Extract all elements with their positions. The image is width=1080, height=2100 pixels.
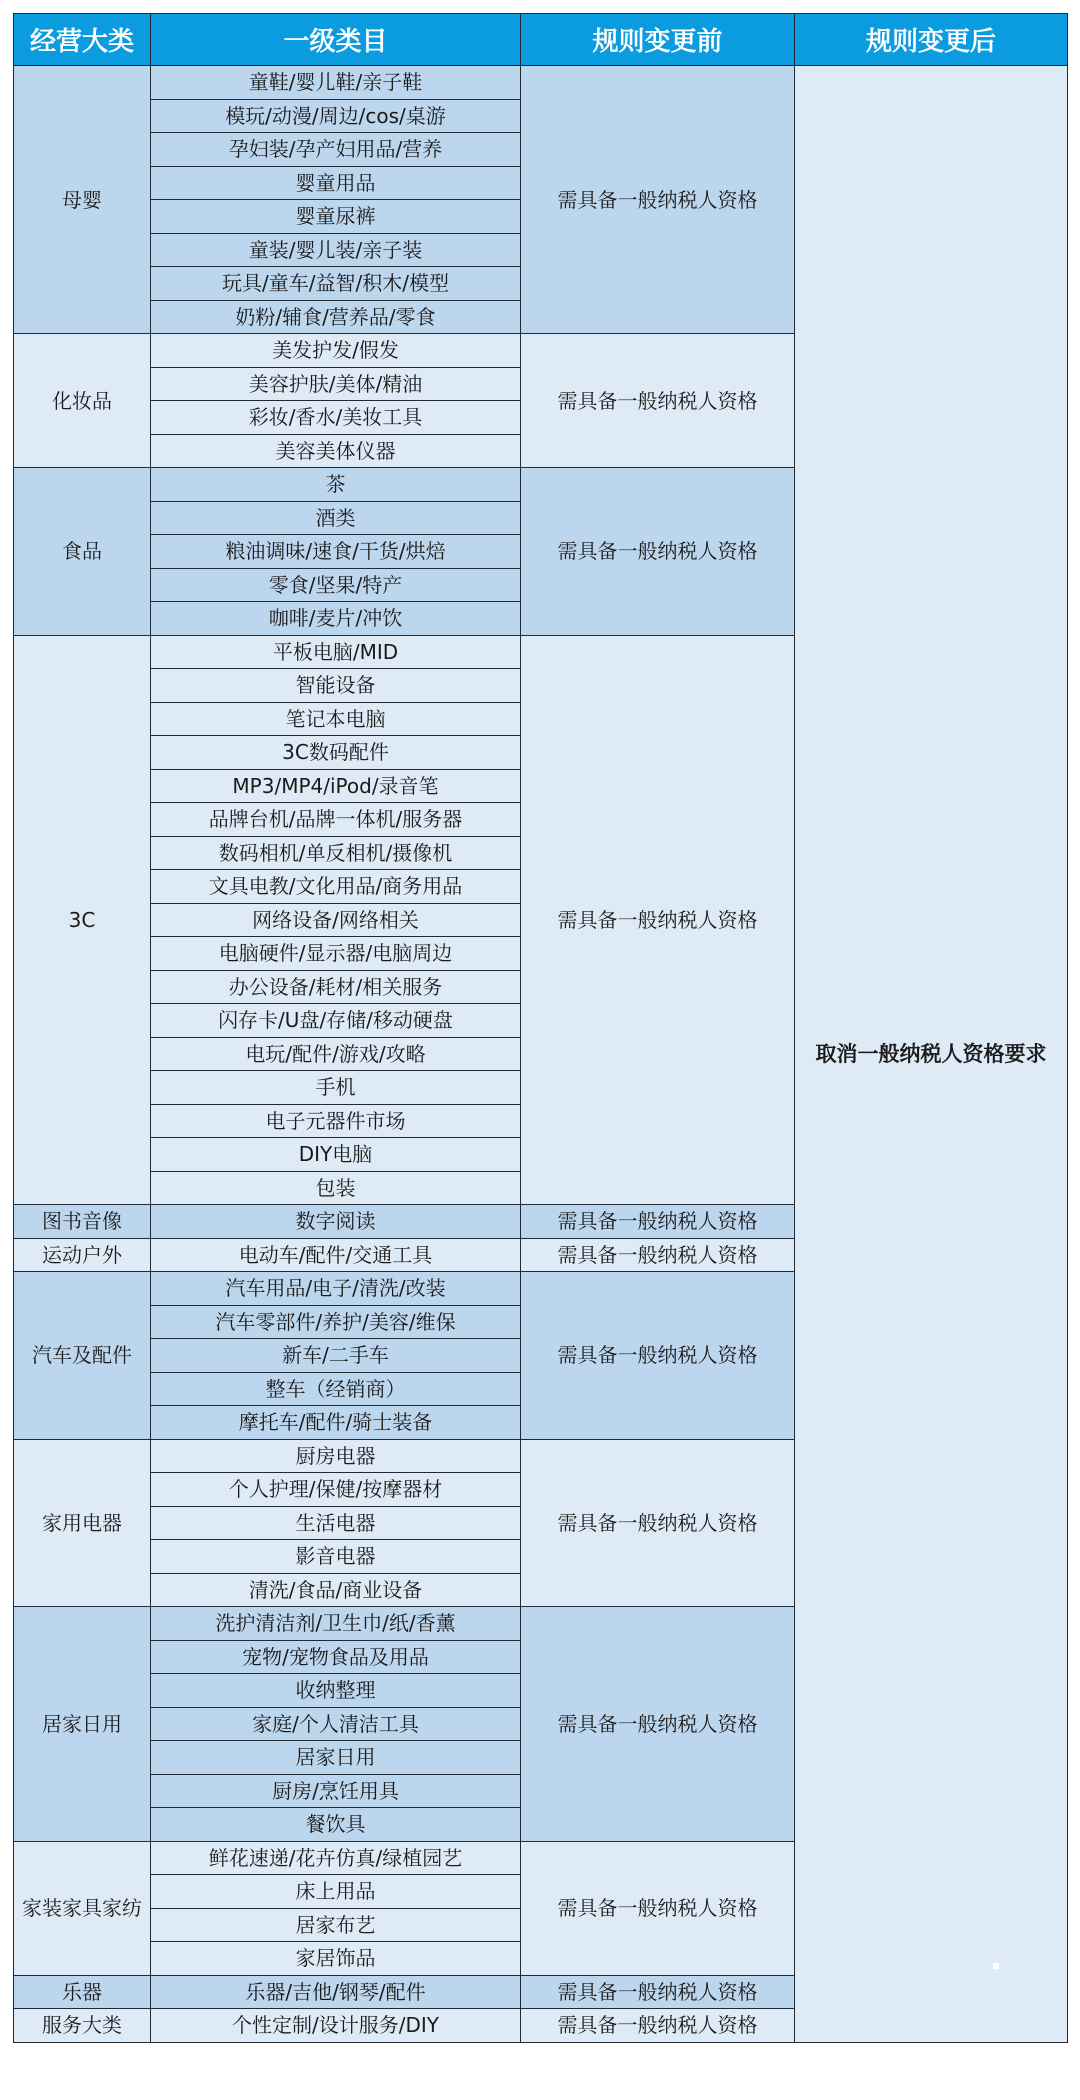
level1-category-cell: 个人护理/保健/按摩器材 (151, 1473, 521, 1507)
rule-after-cell: 取消一般纳税人资格要求 (795, 66, 1068, 2043)
level1-category-cell: 咖啡/麦片/冲饮 (151, 602, 521, 636)
table-row (14, 66, 1068, 100)
level1-category-cell: 闪存卡/U盘/存储/移动硬盘 (151, 1004, 521, 1038)
category-cell: 运动户外 (14, 1238, 151, 1272)
level1-category-cell: 影音电器 (151, 1540, 521, 1574)
level1-category-cell: 粮油调味/速食/干货/烘焙 (151, 535, 521, 569)
category-cell: 图书音像 (14, 1205, 151, 1239)
level1-category-cell: 模玩/动漫/周边/cos/桌游 (151, 99, 521, 133)
category-cell: 家装家具家纺 (14, 1841, 151, 1975)
header-row (14, 14, 1068, 66)
rule-before-cell: 需具备一般纳税人资格 (521, 66, 795, 334)
level1-category-cell: 电子元器件市场 (151, 1104, 521, 1138)
rule-before-cell: 需具备一般纳税人资格 (521, 468, 795, 636)
level1-category-cell: 酒类 (151, 501, 521, 535)
level1-category-cell: 零食/坚果/特产 (151, 568, 521, 602)
level1-category-cell: 清洗/食品/商业设备 (151, 1573, 521, 1607)
table-body (14, 66, 1068, 2043)
rule-before-cell: 需具备一般纳税人资格 (521, 334, 795, 468)
level1-category-cell: 洗护清洁剂/卫生巾/纸/香薰 (151, 1607, 521, 1641)
level1-category-cell: 宠物/宠物食品及用品 (151, 1640, 521, 1674)
level1-category-cell: 奶粉/辅食/营养品/零食 (151, 300, 521, 334)
rule-before-cell: 需具备一般纳税人资格 (521, 1607, 795, 1842)
level1-category-cell: 彩妆/香水/美妆工具 (151, 401, 521, 435)
category-cell: 食品 (14, 468, 151, 636)
level1-category-cell: 电动车/配件/交通工具 (151, 1238, 521, 1272)
level1-category-cell: 美容美体仪器 (151, 434, 521, 468)
level1-category-cell: 乐器/吉他/钢琴/配件 (151, 1975, 521, 2009)
rule-before-cell: 需具备一般纳税人资格 (521, 1439, 795, 1607)
rule-before-cell: 需具备一般纳税人资格 (521, 1205, 795, 1239)
rule-change-table (13, 13, 1068, 2043)
level1-category-cell: 生活电器 (151, 1506, 521, 1540)
level1-category-cell: 鲜花速递/花卉仿真/绿植园艺 (151, 1841, 521, 1875)
header-category: 经营大类 (14, 14, 151, 66)
rule-before-cell: 需具备一般纳税人资格 (521, 1272, 795, 1440)
level1-category-cell: 收纳整理 (151, 1674, 521, 1708)
level1-category-cell: 厨房电器 (151, 1439, 521, 1473)
level1-category-cell: 办公设备/耗材/相关服务 (151, 970, 521, 1004)
level1-category-cell: 笔记本电脑 (151, 702, 521, 736)
level1-category-cell: 品牌台机/品牌一体机/服务器 (151, 803, 521, 837)
level1-category-cell: 居家日用 (151, 1741, 521, 1775)
level1-category-cell: 数码相机/单反相机/摄像机 (151, 836, 521, 870)
rule-before-cell: 需具备一般纳税人资格 (521, 635, 795, 1205)
level1-category-cell: 整车（经销商） (151, 1372, 521, 1406)
category-cell: 家用电器 (14, 1439, 151, 1607)
level1-category-cell: 童装/婴儿装/亲子装 (151, 233, 521, 267)
level1-category-cell: 居家布艺 (151, 1908, 521, 1942)
level1-category-cell: 电脑硬件/显示器/电脑周边 (151, 937, 521, 971)
level1-category-cell: 茶 (151, 468, 521, 502)
category-cell: 化妆品 (14, 334, 151, 468)
level1-category-cell: 3C数码配件 (151, 736, 521, 770)
category-cell: 3C (14, 635, 151, 1205)
level1-category-cell: 厨房/烹饪用具 (151, 1774, 521, 1808)
level1-category-cell: 家居饰品 (151, 1942, 521, 1976)
level1-category-cell: 智能设备 (151, 669, 521, 703)
level1-category-cell: 床上用品 (151, 1875, 521, 1909)
level1-category-cell: 婴童尿裤 (151, 200, 521, 234)
level1-category-cell: 童鞋/婴儿鞋/亲子鞋 (151, 66, 521, 100)
level1-category-cell: 玩具/童车/益智/积木/模型 (151, 267, 521, 301)
category-cell: 乐器 (14, 1975, 151, 2009)
category-cell: 服务大类 (14, 2009, 151, 2043)
level1-category-cell: 摩托车/配件/骑士装备 (151, 1406, 521, 1440)
table-header (14, 14, 1068, 66)
level1-category-cell: 餐饮具 (151, 1808, 521, 1842)
level1-category-cell: 包装 (151, 1171, 521, 1205)
level1-category-cell: 平板电脑/MID (151, 635, 521, 669)
header-rule-after: 规则变更后 (795, 14, 1068, 66)
category-cell: 汽车及配件 (14, 1272, 151, 1440)
level1-category-cell: 个性定制/设计服务/DIY (151, 2009, 521, 2043)
level1-category-cell: 数字阅读 (151, 1205, 521, 1239)
rule-before-cell: 需具备一般纳税人资格 (521, 1975, 795, 2009)
level1-category-cell: 电玩/配件/游戏/攻略 (151, 1037, 521, 1071)
header-level1-category: 一级类目 (151, 14, 521, 66)
category-cell: 母婴 (14, 66, 151, 334)
rule-before-cell: 需具备一般纳税人资格 (521, 1841, 795, 1975)
rule-before-cell: 需具备一般纳税人资格 (521, 2009, 795, 2043)
level1-category-cell: 网络设备/网络相关 (151, 903, 521, 937)
level1-category-cell: 家庭/个人清洁工具 (151, 1707, 521, 1741)
decorative-dot (993, 1963, 999, 1969)
level1-category-cell: 新车/二手车 (151, 1339, 521, 1373)
level1-category-cell: DIY电脑 (151, 1138, 521, 1172)
header-rule-before: 规则变更前 (521, 14, 795, 66)
level1-category-cell: MP3/MP4/iPod/录音笔 (151, 769, 521, 803)
level1-category-cell: 文具电教/文化用品/商务用品 (151, 870, 521, 904)
level1-category-cell: 汽车用品/电子/清洗/改装 (151, 1272, 521, 1306)
level1-category-cell: 汽车零部件/养护/美容/维保 (151, 1305, 521, 1339)
level1-category-cell: 手机 (151, 1071, 521, 1105)
category-cell: 居家日用 (14, 1607, 151, 1842)
level1-category-cell: 婴童用品 (151, 166, 521, 200)
rule-before-cell: 需具备一般纳税人资格 (521, 1238, 795, 1272)
level1-category-cell: 孕妇装/孕产妇用品/营养 (151, 133, 521, 167)
level1-category-cell: 美容护肤/美体/精油 (151, 367, 521, 401)
level1-category-cell: 美发护发/假发 (151, 334, 521, 368)
